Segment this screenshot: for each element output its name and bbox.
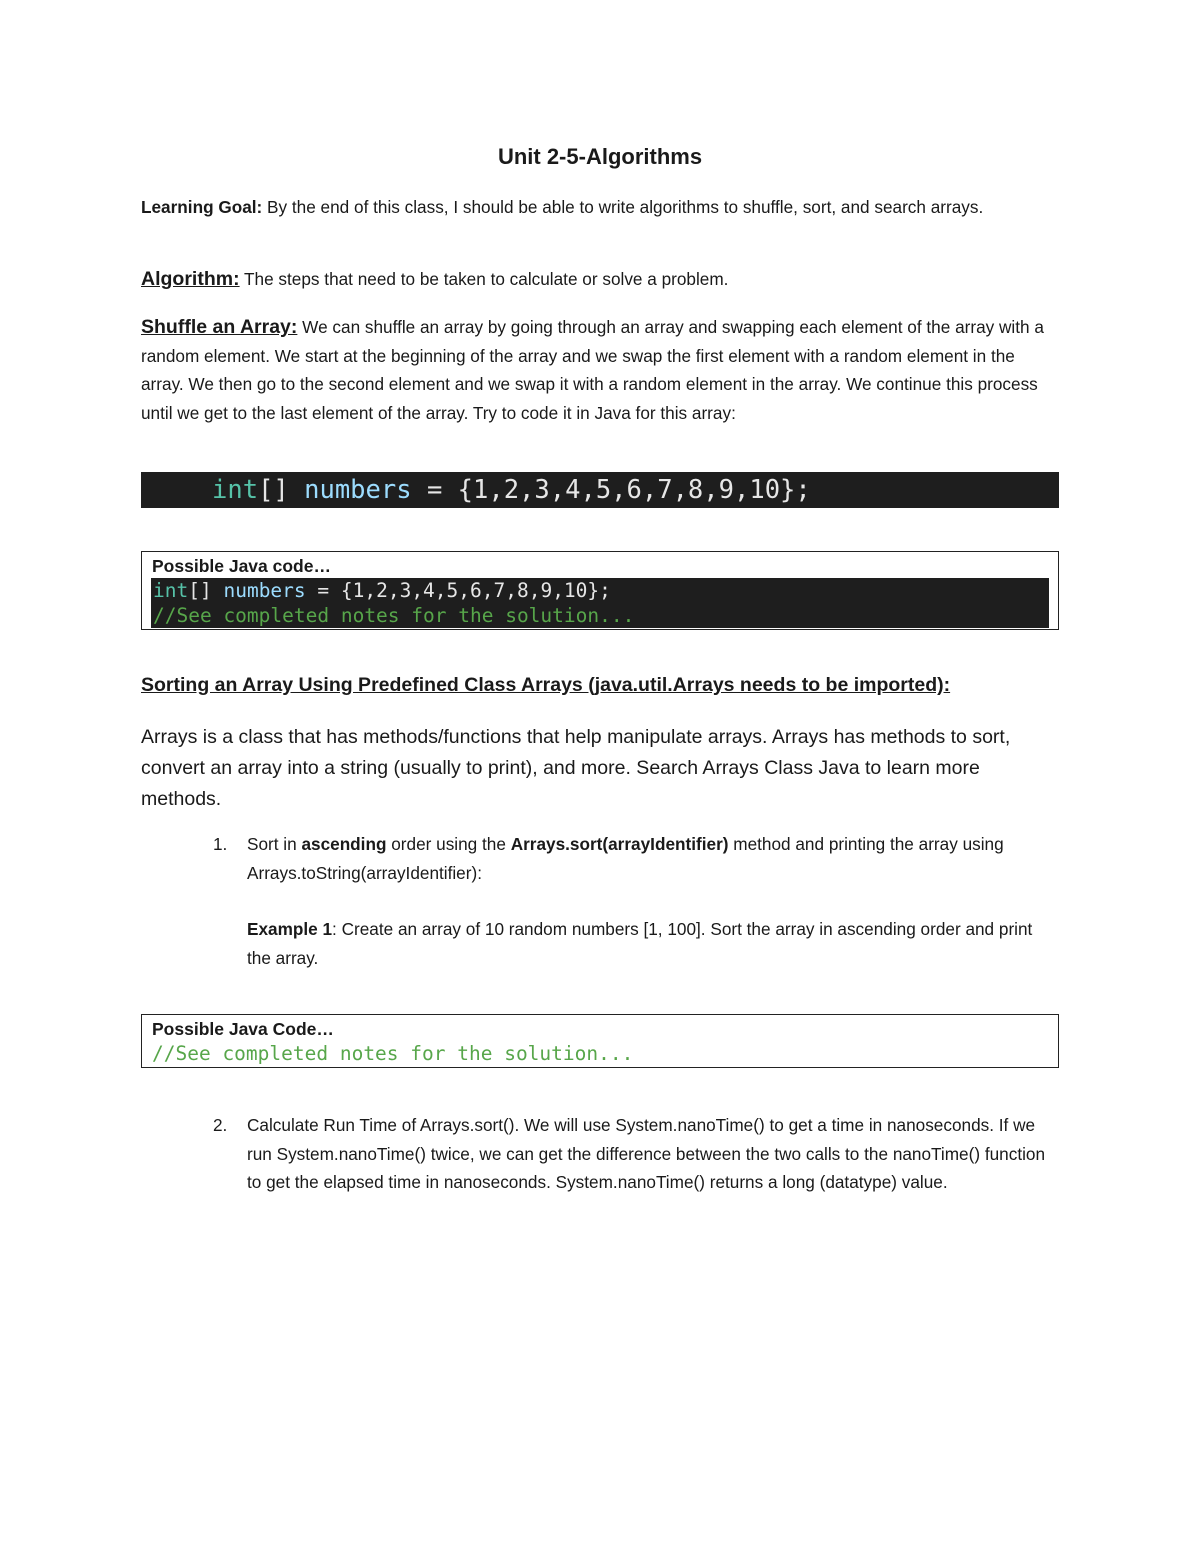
box1-rest: = {1,2,3,4,5,6,7,8,9,10};	[305, 579, 611, 602]
box1-code-block	[151, 578, 1049, 628]
list-item-2	[213, 1111, 1059, 1197]
item1-text-3: method and printing the array using Arrays.toString(arrayIdentifier):	[247, 834, 1004, 883]
code-keyword: int	[212, 475, 259, 505]
learning-goal-text: By the end of this class, I should be able to write algorithms to shuffle, sort, and search arrays.	[262, 197, 984, 217]
item1-text-2: order using the	[386, 834, 511, 854]
item1-text-1: Sort in	[247, 834, 302, 854]
example-1	[247, 915, 1059, 972]
example-1-label: Example 1	[247, 919, 333, 940]
item1-bold-2: Arrays.sort(arrayIdentifier)	[510, 834, 729, 854]
list-item-2-body: Calculate Run Time of Arrays.sort(). We will use System.nanoTime() to get a time in nanoseconds. If we run System.nanoTime() twice, we can get the difference between the two calls to the nanoTime() function to get the elapsed time in nanoseconds. System.nanoTime() returns a long (datatype) value.	[247, 1115, 1046, 1193]
algorithm-label: Algorithm:	[141, 268, 240, 290]
item1-bold-1: ascending	[301, 834, 387, 854]
possible-code-box-2	[141, 1014, 1059, 1068]
box2-code-line-1: //See completed notes for the solution...	[152, 1042, 634, 1065]
shuffle-label: Shuffle an Array:	[141, 316, 298, 338]
code-identifier: numbers	[304, 475, 412, 505]
shuffle-text: We can shuffle an array by going through an array and swapping each element of the array with a random element. We start at the beginning of the array and we swap the first element with a random element in the array. We then go to the second element and we swap it with a random element in the array. We continue this process until we get to the last element of the array. Try to code it in Java for this array:	[141, 317, 1044, 423]
learning-goal-label: Learning Goal:	[141, 197, 263, 217]
box1-brackets: []	[188, 579, 224, 602]
box1-identifier: numbers	[223, 579, 306, 602]
code-rest: = {1,2,3,4,5,6,7,8,9,10};	[411, 475, 811, 505]
box1-keyword: int	[153, 579, 189, 602]
array-code-bar	[141, 472, 1059, 508]
box1-code-line-1	[153, 578, 1049, 603]
learning-goal-paragraph	[141, 193, 1059, 222]
algorithm-paragraph	[141, 265, 1059, 294]
list-item-2-number: 2.	[213, 1115, 228, 1135]
algorithm-text: The steps that need to be taken to calculate or solve a problem.	[239, 269, 729, 289]
list-item-1-number: 1.	[213, 834, 228, 854]
arrays-paragraph: Arrays is a class that has methods/functions that help manipulate arrays. Arrays has methods to sort, convert an array into a string (usually to print), and more. Search Arrays Class Java to learn more methods.	[141, 726, 1011, 810]
box2-label: Possible Java Code…	[152, 1019, 334, 1039]
page-title: Unit 2-5-Algorithms	[497, 144, 703, 169]
list-item-1-body	[247, 830, 1059, 972]
code-brackets: []	[258, 475, 305, 505]
example-1-text: : Create an array of 10 random numbers [1, 100]. Sort the array in ascending order and print the array.	[247, 919, 1033, 968]
sorting-heading: Sorting an Array Using Predefined Class Arrays (java.util.Arrays needs to be imported):	[141, 674, 951, 696]
box1-code-line-2: //See completed notes for the solution...	[153, 604, 635, 627]
shuffle-paragraph	[141, 313, 1059, 427]
possible-code-box-1	[141, 551, 1059, 630]
list-item-1	[213, 830, 1059, 972]
box1-label: Possible Java code…	[152, 556, 331, 576]
